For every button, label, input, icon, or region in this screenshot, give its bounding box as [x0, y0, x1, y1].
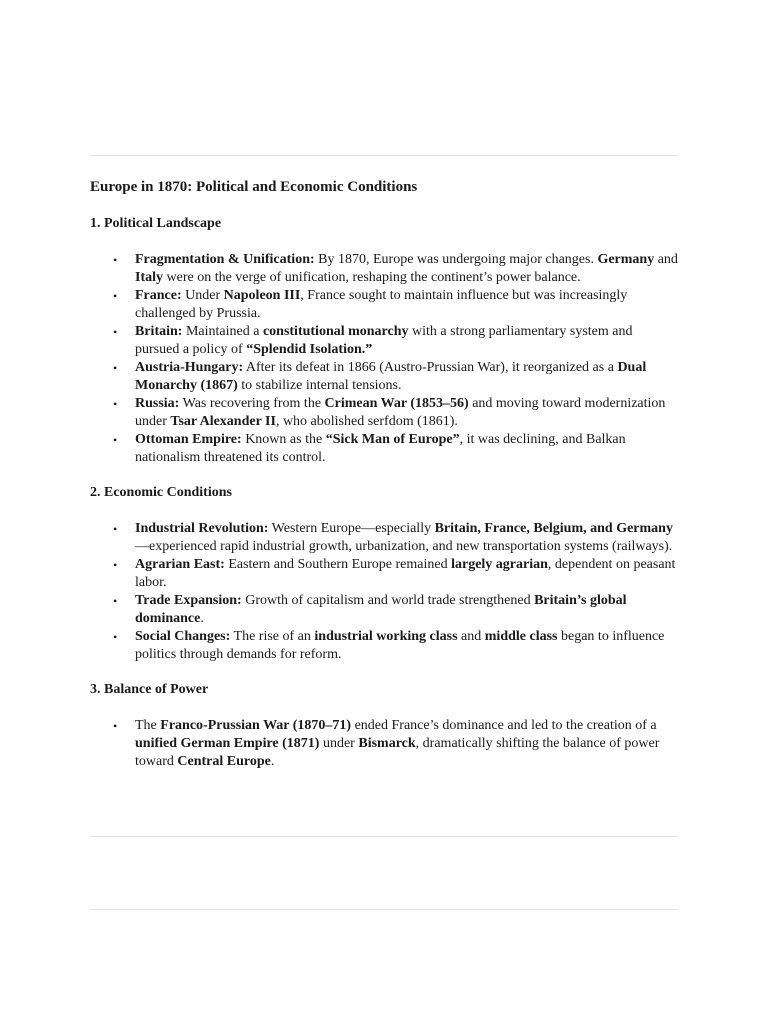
- bullet-icon: •: [113, 630, 118, 644]
- section-heading-balance-of-power: 3. Balance of Power: [90, 682, 209, 697]
- bullet-icon: •: [113, 594, 118, 608]
- document-body: [90, 176, 680, 771]
- bullet-icon: •: [113, 325, 118, 339]
- balance-of-power-list: [90, 717, 680, 771]
- middle-divider: [90, 836, 678, 837]
- bullet-icon: •: [113, 361, 118, 375]
- political-landscape-list: [90, 251, 680, 467]
- list-item: • Trade Expansion: Growth of capitalism and world trade strengthened Britain’s global dominance.: [113, 593, 627, 626]
- bullet-icon: •: [113, 522, 118, 536]
- list-item: • Ottoman Empire: Known as the “Sick Man of Europe”, it was declining, and Balkan nationalism threatened its control.: [113, 432, 626, 465]
- document-title: Europe in 1870: Political and Economic Conditions: [90, 179, 418, 195]
- section-heading-political-landscape: 1. Political Landscape: [90, 216, 222, 231]
- bullet-icon: •: [113, 397, 118, 411]
- bullet-icon: •: [113, 289, 118, 303]
- list-item: • Industrial Revolution: Western Europe—especially Britain, France, Belgium, and Germany—experienced rapid industrial growth, urbanization, and new transportation systems (railways).: [113, 521, 673, 554]
- economic-conditions-list: [90, 520, 680, 664]
- bullet-icon: •: [113, 253, 118, 267]
- list-item: • Austria-Hungary: After its defeat in 1866 (Austro-Prussian War), it reorganized as a Dual Monarchy (1867) to stabilize internal tensions.: [113, 360, 647, 393]
- top-divider: [90, 155, 678, 156]
- bullet-icon: •: [113, 719, 118, 733]
- list-item: • Fragmentation & Unification: By 1870, Europe was undergoing major changes. Germany and Italy were on the verge of unification, reshaping the continent’s power balance.: [113, 252, 678, 285]
- list-item: • Britain: Maintained a constitutional monarchy with a strong parliamentary system and pursued a policy of “Splendid Isolation.”: [113, 324, 633, 357]
- list-item: • France: Under Napoleon III, France sought to maintain influence but was increasingly challenged by Prussia.: [113, 288, 628, 321]
- list-item: • Russia: Was recovering from the Crimean War (1853–56) and moving toward modernization under Tsar Alexander II, who abolished serfdom (1861).: [113, 396, 666, 429]
- bullet-icon: •: [113, 433, 118, 447]
- list-item: • Social Changes: The rise of an industrial working class and middle class began to influence politics through demands for reform.: [113, 629, 665, 662]
- bullet-icon: •: [113, 558, 118, 572]
- list-item: • Agrarian East: Eastern and Southern Europe remained largely agrarian, dependent on peasant labor.: [113, 557, 676, 590]
- list-item: • The Franco-Prussian War (1870–71) ended France’s dominance and led to the creation of a unified German Empire (1871) under Bismarck, dramatically shifting the balance of power toward Central Europe.: [113, 718, 660, 769]
- section-heading-economic-conditions: 2. Economic Conditions: [90, 485, 232, 500]
- bottom-divider: [90, 909, 678, 910]
